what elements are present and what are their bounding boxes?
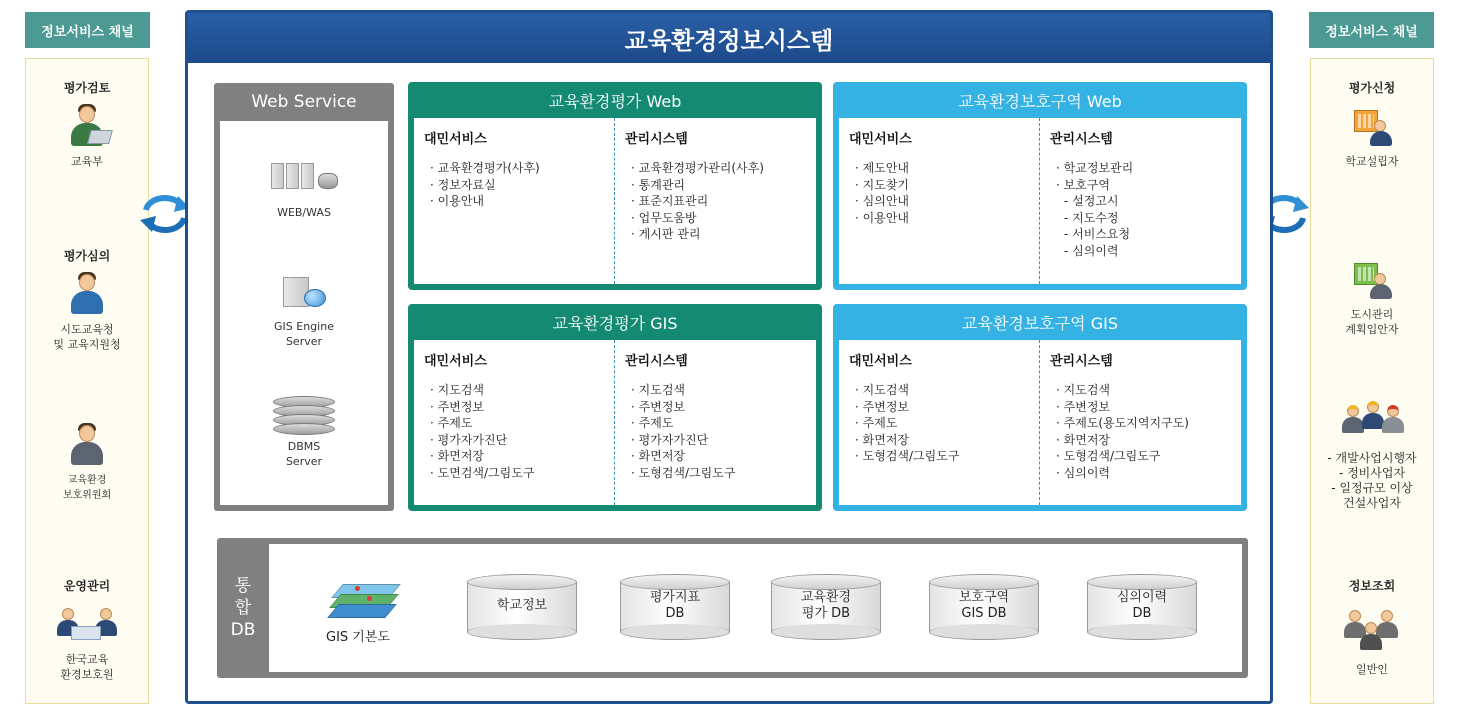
meeting-group-icon [57, 602, 117, 646]
list-item[interactable]: · 화면저장 [855, 432, 910, 447]
left-channel-item-2[interactable] [26, 249, 148, 352]
presenter-icon [65, 423, 109, 467]
admin-system-column [1039, 118, 1241, 284]
panel-title: 교육환경평가 GIS [552, 313, 678, 333]
public-service-column [839, 340, 1039, 505]
list-item[interactable]: · 평가자가진단 [631, 432, 709, 447]
gis-engine-server-icon [220, 277, 388, 313]
right-channel-header: 정보서비스 채널 [1309, 12, 1434, 48]
web-service-title: Web Service [251, 92, 357, 112]
list-item[interactable]: · 제도안내 [855, 161, 910, 175]
list-item[interactable]: · 주제도 [430, 416, 473, 430]
column-heading: 관리시스템 [1050, 354, 1113, 369]
column-heading: 대민서비스 [424, 132, 487, 147]
eval-web-panel [408, 82, 822, 290]
panel-title: 교육환경평가 Web [548, 91, 682, 111]
list-item[interactable]: · 이용안내 [430, 194, 485, 208]
sub-list-item[interactable]: - 지도수정 [1064, 210, 1119, 225]
column-heading: 대민서비스 [849, 354, 912, 369]
db-cylinder-review-history[interactable]: 심의이력 DB [1087, 574, 1197, 640]
channel-role-label: 운영관리 [63, 579, 111, 593]
public-service-column [414, 118, 614, 284]
system-frame [185, 10, 1273, 704]
column-heading: 관리시스템 [625, 354, 688, 369]
server-gis-engine[interactable] [220, 277, 388, 349]
gis-base-map[interactable] [315, 582, 401, 645]
panel-body [839, 340, 1241, 505]
channel-actor-name: 시도교육청 및 교육지원청 [53, 323, 121, 351]
list-item[interactable]: · 주제도(용도지역지구도) [1056, 416, 1189, 430]
channel-actor-name: 교육부 [71, 155, 103, 168]
list-item[interactable]: · 평가자가진단 [430, 432, 508, 447]
eval-gis-panel [408, 304, 822, 511]
integrated-db-body [269, 544, 1242, 672]
list-item[interactable]: · 도형검색/그림도구 [855, 449, 960, 463]
list-item[interactable]: · 이용안내 [855, 210, 910, 225]
web-service-body [220, 121, 388, 505]
list-item[interactable]: · 통계관리 [631, 177, 686, 192]
channel-actor-name: - 개발사업시행자 - 정비사업자 - 일정규모 이상 건설사업자 [1327, 451, 1417, 510]
db-cylinder-eval-db[interactable]: 교육환경 평가 DB [771, 574, 881, 640]
list-item[interactable]: · 심의안내 [855, 194, 910, 208]
map-layers-icon [315, 582, 401, 622]
list-item[interactable]: · 표준지표관리 [631, 194, 709, 208]
channel-actor-name: 학교설립자 [1345, 155, 1399, 168]
server-dbms[interactable] [220, 393, 388, 469]
list-item[interactable]: · 도면검색/그림도구 [430, 465, 535, 480]
list-item[interactable]: · 지도검색 [855, 383, 910, 397]
operator-headset-icon [65, 272, 109, 316]
list-item[interactable]: · 주변정보 [855, 399, 910, 414]
school-builder-icon [1350, 104, 1394, 148]
panel-title: 교육환경보호구역 GIS [961, 313, 1118, 333]
channel-actor-name: 도시관리 계획입안자 [1345, 308, 1399, 336]
admin-system-column [614, 340, 816, 505]
integrated-db-label: 통 합 DB [230, 576, 256, 640]
sub-list-item[interactable]: - 심의이력 [1064, 243, 1119, 258]
right-channel-item-1[interactable] [1311, 81, 1433, 169]
list-item[interactable]: · 지도찾기 [855, 177, 910, 192]
public-service-column [414, 340, 614, 505]
gis-base-label: GIS 기본도 [326, 630, 390, 645]
list-item[interactable]: · 주변정보 [430, 399, 485, 414]
list-item[interactable]: · 심의이력 [1056, 465, 1111, 480]
public-service-column [839, 118, 1039, 284]
zone-gis-panel [833, 304, 1247, 511]
list-item[interactable]: · 주제도 [855, 416, 898, 430]
channel-role-label: 평가심의 [63, 249, 111, 263]
server-label: GIS Engine Server [274, 320, 334, 348]
right-channel-item-3[interactable] [1311, 393, 1433, 511]
sync-arrows-icon [138, 192, 192, 236]
panel-body [839, 118, 1241, 284]
sub-list-item[interactable]: - 설정고시 [1064, 194, 1119, 208]
left-channel-panel [25, 58, 149, 704]
sub-list-item[interactable]: - 서비스요청 [1064, 227, 1131, 241]
admin-system-column [614, 118, 816, 284]
list-item[interactable]: · 화면저장 [430, 449, 485, 463]
list-item[interactable]: · 업무도움방 [631, 210, 697, 225]
list-item[interactable]: · 지도검색 [430, 383, 485, 397]
left-channel-item-1[interactable] [26, 81, 148, 169]
list-item[interactable]: · 화면저장 [1056, 432, 1111, 447]
list-item[interactable]: · 보호구역 [1056, 177, 1111, 192]
server-web-was[interactable] [220, 163, 388, 220]
list-item[interactable]: · 학교정보관리 [1056, 161, 1134, 175]
panel-body [414, 340, 816, 505]
list-item[interactable]: · 정보자료실 [430, 177, 496, 192]
construction-workers-icon [1340, 401, 1404, 445]
list-item[interactable]: · 도형검색/그림도구 [631, 465, 736, 480]
list-item[interactable]: · 교육환경평가관리(사후) [631, 161, 764, 175]
channel-role-label: 정보조회 [1348, 579, 1396, 593]
db-cylinder-zone-gis[interactable]: 보호구역 GIS DB [929, 574, 1039, 640]
list-item[interactable]: · 주제도 [631, 416, 674, 430]
db-cylinder-eval-index[interactable]: 평가지표 DB [620, 574, 730, 640]
zone-web-panel [833, 82, 1247, 290]
integrated-db-panel [217, 538, 1248, 678]
panel-body [414, 118, 816, 284]
channel-role-label: 평가검토 [63, 81, 111, 95]
list-item[interactable]: · 교육환경평가(사후) [430, 161, 540, 175]
user-laptop-icon [65, 104, 109, 148]
left-channel-item-3[interactable] [26, 415, 148, 503]
left-channel-header: 정보서비스 채널 [25, 12, 150, 48]
db-cylinder-school-info[interactable]: 학교정보 [467, 574, 577, 640]
list-item[interactable]: · 화면저장 [631, 449, 686, 463]
column-heading: 관리시스템 [625, 132, 688, 147]
channel-role-label: 평가신청 [1348, 81, 1396, 95]
list-item[interactable]: · 지도검색 [631, 383, 686, 397]
right-channel-item-4[interactable] [1311, 579, 1433, 677]
left-channel-item-4[interactable] [26, 579, 148, 682]
right-channel-panel [1310, 58, 1434, 704]
panel-title: 교육환경보호구역 Web [958, 91, 1122, 111]
list-item[interactable]: · 지도검색 [1056, 383, 1111, 397]
list-item[interactable]: · 주변정보 [1056, 399, 1111, 414]
list-item[interactable]: · 도형검색/그림도구 [1056, 449, 1161, 463]
server-label: DBMS Server [285, 440, 323, 468]
column-heading: 관리시스템 [1050, 132, 1113, 147]
list-item[interactable]: · 주변정보 [631, 399, 686, 414]
city-planner-icon [1350, 257, 1394, 301]
web-service-panel [214, 83, 394, 511]
list-item[interactable]: · 게시판 관리 [631, 227, 701, 241]
right-channel-item-2[interactable] [1311, 249, 1433, 337]
system-title: 교육환경정보시스템 [188, 13, 1270, 63]
admin-system-column [1039, 340, 1241, 505]
column-heading: 대민서비스 [849, 132, 912, 147]
public-users-icon [1340, 602, 1404, 656]
channel-actor-name: 일반인 [1356, 663, 1388, 676]
column-heading: 대민서비스 [424, 354, 487, 369]
dbms-server-icon [220, 393, 388, 433]
channel-actor-name: 교육환경 보호위원회 [62, 475, 112, 501]
channel-actor-name: 한국교육 환경보호원 [60, 653, 114, 681]
web-server-icon [220, 163, 388, 199]
server-label: WEB/WAS [277, 206, 331, 219]
